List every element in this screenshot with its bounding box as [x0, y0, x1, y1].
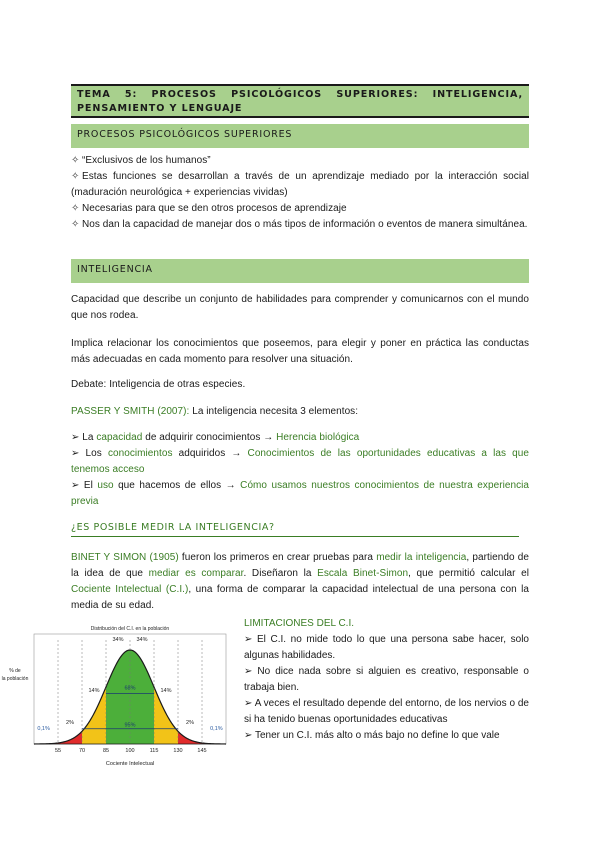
- passer-smith-citation: PASSER Y SMITH (2007):: [71, 406, 190, 417]
- x-tick-115: 115: [149, 748, 159, 754]
- list-item: ➢ Los conocimientos adquiridos → Conocimientos de las oportunidades educativas a las que tenemos acceso: [71, 448, 529, 475]
- list-item: ✧ Nos dan la capacidad de manejar dos o más tipos de información o eventos de manera simultánea.: [71, 217, 529, 233]
- list-item: ➢ A veces el resultado depende del entorno, de los nervios o de si ha tenido buenas oportunidades educativas: [244, 698, 529, 725]
- x-tick-70: 70: [78, 748, 86, 754]
- x-tick-145: 145: [197, 748, 207, 754]
- elements-list: [71, 430, 529, 510]
- arrowhead-bullet-icon: ➢: [244, 730, 255, 741]
- list-item: ➢ La capacidad de adquirir conocimientos → Herencia biológica: [71, 432, 360, 443]
- x-tick-130: 130: [173, 748, 183, 754]
- band-percent-1: 14%: [88, 688, 100, 694]
- tail-label-right: 0,1%: [210, 726, 223, 732]
- procesos-bullet-list: [71, 153, 529, 233]
- section-heading-inteligencia: INTELIGENCIA: [71, 259, 529, 283]
- diamond-bullet-icon: ✧: [71, 219, 80, 230]
- list-item: ➢ El C.I. no mide todo lo que una persona sabe hacer, solo algunas habilidades.: [244, 634, 529, 661]
- x-tick-55: 55: [54, 748, 62, 754]
- limitations-heading: LIMITACIONES DEL C.I.: [244, 618, 355, 629]
- limitations-block: [244, 616, 529, 744]
- iq-distribution-chart: [0, 620, 240, 772]
- y-axis-label-line1: % de: [9, 668, 21, 674]
- diamond-bullet-icon: ✧: [71, 171, 80, 182]
- arrowhead-bullet-icon: ➢: [244, 698, 255, 709]
- arrowhead-bullet-icon: ➢: [71, 432, 83, 443]
- x-tick-85: 85: [102, 748, 110, 754]
- inteligencia-implica: Implica relacionar los conocimientos que poseemos, para elegir y poner en práctica las conductas más adecuadas en cada momento para resolver una situación.: [71, 338, 529, 365]
- debate-line: Debate: Inteligencia de otras especies.: [71, 379, 246, 390]
- label-95: 95%: [124, 722, 136, 729]
- tail-label-left: 0,1%: [37, 726, 50, 732]
- document-title: TEMA 5: PROCESOS PSICOLÓGICOS SUPERIORES: INTELIGENCIA, PENSAMIENTO Y LENGUAJE: [71, 84, 529, 118]
- section-heading-procesos: PROCESOS PSICOLÓGICOS SUPERIORES: [71, 124, 529, 148]
- list-item: ➢ El uso que hacemos de ellos → Cómo usamos nuestros conocimientos de nuestra experiencia previa: [71, 480, 529, 507]
- x-tick-100: 100: [125, 748, 135, 754]
- x-axis-label: Cociente Intelectual: [105, 761, 155, 767]
- arrowhead-bullet-icon: ➢: [244, 634, 257, 645]
- iq-chart-svg: [0, 620, 240, 772]
- passer-smith-line: PASSER Y SMITH (2007): La inteligencia necesita 3 elementos:: [71, 406, 359, 417]
- diamond-bullet-icon: ✧: [71, 203, 80, 214]
- heading-divider: [71, 536, 519, 537]
- inteligencia-definition: Capacidad que describe un conjunto de habilidades para comprender y comunicarnos con el mundo que nos rodea.: [71, 294, 529, 321]
- band-percent-0: 2%: [66, 720, 74, 726]
- binet-simon-paragraph: BINET Y SIMON (1905) fueron los primeros en crear pruebas para medir la inteligencia, partiendo de la idea de que mediar es comparar. Diseñaron la Escala Binet-Simon, que permitió calcular el Cociente Intelectual (C.I.), una forma de comparar la capacidad intelectual de una persona con la media de su edad.: [71, 552, 529, 611]
- arrowhead-bullet-icon: ➢: [71, 448, 86, 459]
- diamond-bullet-icon: ✧: [71, 155, 80, 166]
- arrowhead-bullet-icon: ➢: [71, 480, 84, 491]
- chart-title: Distribución del C.I. en la población: [90, 626, 170, 632]
- band-percent-5: 2%: [186, 720, 194, 726]
- band-percent-3: 34%: [136, 637, 148, 643]
- list-item: ✧ “Exclusivos de los humanos”: [71, 153, 529, 169]
- list-item: ✧ Necesarias para que se den otros procesos de aprendizaje: [71, 201, 529, 217]
- band-percent-2: 34%: [112, 637, 124, 643]
- list-item: ➢ No dice nada sobre si alguien es creativo, responsable o trabaja bien.: [244, 666, 529, 693]
- section-heading-medir: ¿ES POSIBLE MEDIR LA INTELIGENCIA?: [71, 522, 275, 533]
- y-axis-label-line2: la población: [1, 676, 29, 682]
- band-percent-4: 14%: [160, 688, 172, 694]
- list-item: ✧ Estas funciones se desarrollan a través de un aprendizaje mediado por la interacción social (maduración neurológica + experiencias vividas): [71, 171, 529, 198]
- list-item: ➢ Tener un C.I. más alto o más bajo no define lo que vale: [244, 730, 500, 741]
- label-68: 68%: [124, 685, 136, 692]
- arrowhead-bullet-icon: ➢: [244, 666, 258, 677]
